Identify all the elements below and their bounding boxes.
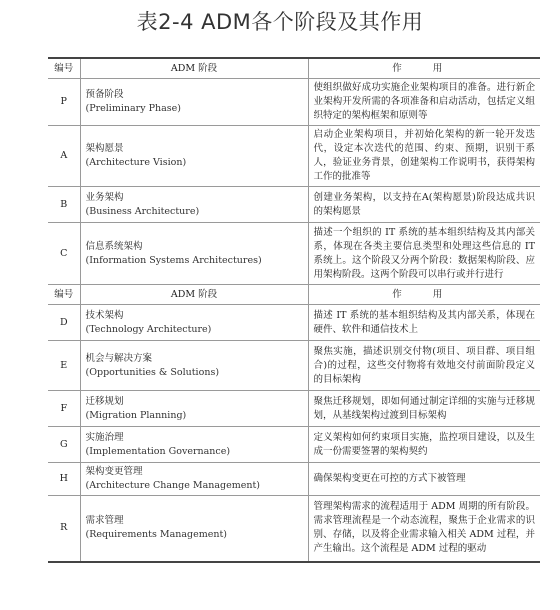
phase-name-en: (Opportunities & Solutions) [85,366,220,378]
table-title: 表2-4 ADM各个阶段及其作用 [136,10,424,34]
phase-description: 创建业务架构，以支持在A(架构愿景)阶段达成共识的架构愿景 [308,187,540,223]
table-row [48,496,540,562]
table-row [48,463,540,496]
phase-description: 定义架构如何约束项目实施，监控项目建设，以及生成一份需要签署的架构契约 [308,427,540,463]
phase-cell [80,463,308,496]
table-body [48,58,540,562]
phase-cell [80,341,308,391]
phase-cell [80,79,308,126]
phase-code: D [48,305,80,341]
table-row [48,187,540,223]
phase-cell [80,391,308,427]
phase-description: 管理架构需求的流程适用于 ADM 周期的所有阶段。需求管理流程是一个动态流程，聚焦于企业需求的识别、存储，以及将企业需求输入相关 ADM 过程，并产生输出。这个流程是 ADM 过程的驱动 [308,496,540,562]
phase-name-en: (Architecture Vision) [85,157,187,168]
phase-name-en: (Technology Architecture) [85,323,212,335]
phase-description: 聚焦迁移规划，即如何通过制定详细的实施与迁移规划，从基线架构过渡到目标架构 [308,391,540,427]
table-row [48,126,540,187]
phase-code: C [48,223,80,285]
phase-cell [80,305,308,341]
adm-phases-table [48,57,540,563]
phase-name-en: (Business Architecture) [85,205,200,217]
phase-name-cn: 预备阶段 [85,89,124,100]
phase-description: 启动企业架构项目，并初始化架构的新一轮开发迭代，设定本次迭代的范围、约束、预期，识别干系人，验证业务背景，创建架构工作说明书，获得架构工作的批准等 [308,126,540,187]
phase-code: E [48,341,80,391]
table-row [48,305,540,341]
phase-code: F [48,391,80,427]
phase-cell [80,496,308,562]
header-effect-repeat: 作 用 [308,285,540,305]
phase-name-cn: 业务架构 [85,191,124,203]
phase-cell [80,223,308,285]
phase-name-cn: 架构变更管理 [85,466,143,477]
header-phase-repeat: ADM 阶段 [80,285,308,305]
header-code: 编号 [48,58,80,79]
phase-name-cn: 需求管理 [85,515,124,527]
header-phase: ADM 阶段 [80,58,308,79]
phase-name-en: (Architecture Change Management) [85,480,261,491]
phase-code: H [48,463,80,496]
table-row [48,79,540,126]
phase-name-cn: 实施治理 [85,431,124,443]
phase-name-cn: 技术架构 [85,309,124,321]
phase-description: 聚焦实施，描述识别交付物(项目、项目群、项目组合)的过程，这些交付物将有效地交付前面阶段定义的目标架构 [308,341,540,391]
phase-code: P [48,79,80,126]
phase-description: 使组织做好成功实施企业架构项目的准备。进行新企业架构开发所需的各项准备和启动活动，包括定义组织特定的架构框架和原则等 [308,79,540,126]
table-row [48,391,540,427]
phase-cell [80,126,308,187]
phase-name-cn: 机会与解决方案 [85,352,153,364]
phase-cell [80,187,308,223]
phase-name-cn: 迁移规划 [85,395,124,407]
phase-name-en: (Requirements Management) [85,529,227,541]
table-header-row [48,58,540,79]
phase-name-en: (Information Systems Architectures) [85,254,262,266]
phase-name-cn: 架构愿景 [85,143,124,154]
phase-code: G [48,427,80,463]
phase-code: B [48,187,80,223]
table-row [48,223,540,285]
table-header-row-repeat [48,285,540,305]
phase-description: 描述 IT 系统的基本组织结构及其内部关系，体现在硬件、软件和通信技术上 [308,305,540,341]
table-row [48,427,540,463]
phase-name-en: (Preliminary Phase) [85,103,181,114]
phase-name-en: (Migration Planning) [85,409,187,421]
phase-name-en: (Implementation Governance) [85,445,231,457]
header-effect: 作 用 [308,58,540,79]
phase-name-cn: 信息系统架构 [85,240,143,252]
phase-description: 确保架构变更在可控的方式下被管理 [308,463,540,496]
table-row [48,341,540,391]
phase-description: 描述一个组织的 IT 系统的基本组织结构及其内部关系，体现在各类主要信息类型和处理这些信息的 IT 系统上。这个阶段又分两个阶段：数据架构阶段、应用架构阶段。这两个阶段可以串行或并行进行 [308,223,540,285]
phase-code: R [48,496,80,562]
phase-cell [80,427,308,463]
phase-code: A [48,126,80,187]
header-code-repeat: 编号 [48,285,80,305]
adm-table-container [48,57,540,563]
